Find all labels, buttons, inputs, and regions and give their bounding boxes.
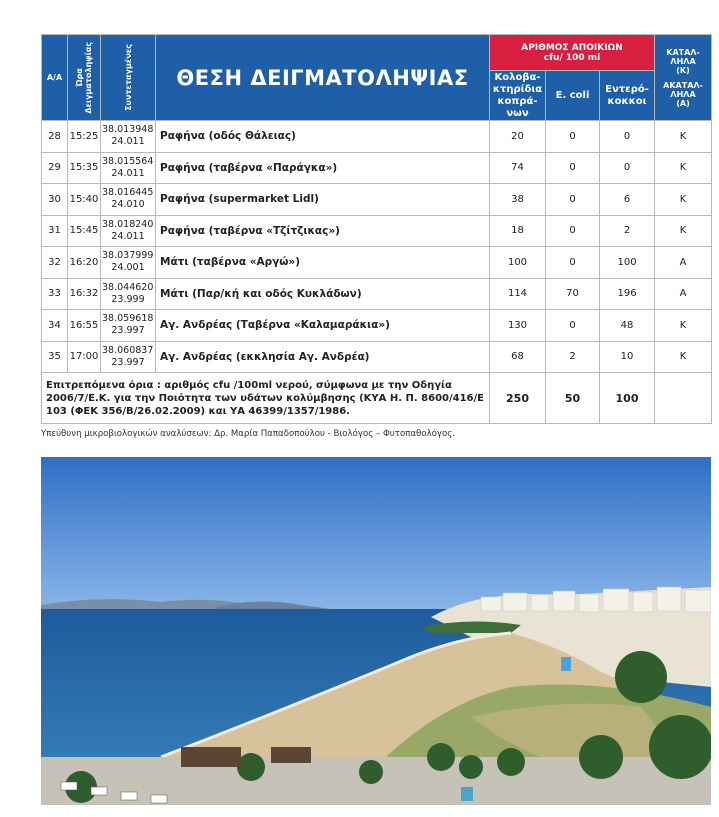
row-status: Κ <box>655 152 712 184</box>
row-aa: 35 <box>42 341 68 373</box>
limit-empty <box>655 373 712 424</box>
row-coords <box>101 341 156 373</box>
row-entero: 0 <box>600 152 655 184</box>
row-ecoli: 0 <box>546 152 600 184</box>
row-time: 15:40 <box>68 184 101 216</box>
table-row <box>42 184 712 216</box>
header-coords <box>101 35 156 121</box>
row-status: Κ <box>655 310 712 342</box>
table-row <box>42 121 712 153</box>
row-time: 16:20 <box>68 247 101 279</box>
row-lon: 23.997 <box>111 325 145 337</box>
row-location: Ραφήνα (ταβέρνα «Τζίτζικας») <box>156 215 490 247</box>
row-time: 17:00 <box>68 341 101 373</box>
row-coords <box>101 278 156 310</box>
header-unit: cfu/ 100 ml <box>543 52 601 63</box>
row-coords <box>101 121 156 153</box>
row-lon: 24.010 <box>111 199 145 211</box>
row-coords <box>101 310 156 342</box>
row-lat: 38.018240 <box>102 218 154 230</box>
row-entero: 2 <box>600 215 655 247</box>
row-coliform: 74 <box>490 152 546 184</box>
credit-text: Υπεύθυνη μικροβιολογικών αναλύσεων: Δρ. Μαρία Παπαδοπούλου - Βιολόγος – Φυτοπαθολόγος. <box>41 429 456 439</box>
row-coliform: 68 <box>490 341 546 373</box>
row-lon: 24.011 <box>111 230 145 242</box>
row-coords <box>101 247 156 279</box>
table-body <box>42 121 712 373</box>
limits-text: Επιτρεπόμενα όρια : αριθμός cfu /100ml νερού, σύμφωνα με την Οδηγία 2006/7/Ε.Κ. για την Ποιότητα των υδάτων κολύμβησης (ΚΥΑ Η. Π. 8600/416/Ε 103 (ΦΕΚ 356/Β/26.02.2009) και ΥΑ 46399/1357/1986. <box>42 373 490 424</box>
row-coords <box>101 184 156 216</box>
table-row <box>42 152 712 184</box>
row-lon: 23.999 <box>111 293 145 305</box>
row-entero: 0 <box>600 121 655 153</box>
row-status: Α <box>655 278 712 310</box>
row-entero: 100 <box>600 247 655 279</box>
row-coliform: 130 <box>490 310 546 342</box>
header-unsuitable: ΑΚΑΤΑΛ- ΛΗΛΑ (Α) <box>663 80 703 108</box>
header-title: ΘΕΣΗ ΔΕΙΓΜΑΤΟΛΗΨΙΑΣ <box>156 35 490 121</box>
row-lat: 38.059618 <box>102 313 154 325</box>
row-status: Α <box>655 247 712 279</box>
row-lon: 24.011 <box>111 136 145 148</box>
row-lat: 38.015564 <box>102 155 154 167</box>
header-aa: Α/Α <box>42 35 68 121</box>
row-coliform: 38 <box>490 184 546 216</box>
row-aa: 29 <box>42 152 68 184</box>
row-location: Μάτι (ταβέρνα «Αργώ») <box>156 247 490 279</box>
results-table <box>41 34 712 424</box>
row-coliform: 20 <box>490 121 546 153</box>
row-status: Κ <box>655 341 712 373</box>
row-time: 16:32 <box>68 278 101 310</box>
row-ecoli: 70 <box>546 278 600 310</box>
header-time <box>68 35 101 121</box>
header-suitable: ΚΑΤΑΛ- ΛΗΛΑ (Κ) <box>666 47 700 75</box>
row-ecoli: 0 <box>546 310 600 342</box>
row-ecoli: 0 <box>546 121 600 153</box>
row-ecoli: 0 <box>546 215 600 247</box>
header-time-label: Ώρα Δειγματοληψίας <box>75 41 93 114</box>
header-coliform: Κολοβα- κτηρίδια κοπρά- νων <box>490 71 546 121</box>
row-coords <box>101 152 156 184</box>
table-row <box>42 278 712 310</box>
limit-ecoli: 50 <box>546 373 600 424</box>
row-ecoli: 0 <box>546 184 600 216</box>
row-location: Αγ. Ανδρέας (εκκλησία Αγ. Ανδρέα) <box>156 341 490 373</box>
table-row <box>42 247 712 279</box>
row-lon: 23.997 <box>111 356 145 368</box>
row-coords <box>101 215 156 247</box>
row-entero: 196 <box>600 278 655 310</box>
row-entero: 10 <box>600 341 655 373</box>
header-colonies-label: ΑΡΙΘΜΟΣ ΑΠΟΙΚΙΩΝ <box>521 42 623 53</box>
row-aa: 31 <box>42 215 68 247</box>
row-entero: 48 <box>600 310 655 342</box>
row-time: 15:25 <box>68 121 101 153</box>
row-ecoli: 0 <box>546 247 600 279</box>
row-lat: 38.016445 <box>102 187 154 199</box>
header-coords-label: Συντεταγμένες <box>123 44 133 111</box>
row-status: Κ <box>655 121 712 153</box>
row-lon: 24.011 <box>111 167 145 179</box>
row-aa: 28 <box>42 121 68 153</box>
table-row <box>42 341 712 373</box>
row-lat: 38.060837 <box>102 344 154 356</box>
limit-coliform: 250 <box>490 373 546 424</box>
row-time: 15:45 <box>68 215 101 247</box>
table-row <box>42 310 712 342</box>
row-coliform: 114 <box>490 278 546 310</box>
row-location: Ραφήνα (supermarket Lidl) <box>156 184 490 216</box>
row-coliform: 100 <box>490 247 546 279</box>
row-status: Κ <box>655 184 712 216</box>
beach-photo <box>41 457 711 805</box>
beach-photo-image <box>41 457 711 805</box>
header-entero: Εντερό- κοκκοι <box>600 71 655 121</box>
table-row <box>42 215 712 247</box>
header-ecoli: E. coli <box>546 71 600 121</box>
limits-row <box>42 373 712 424</box>
row-aa: 33 <box>42 278 68 310</box>
row-time: 16:55 <box>68 310 101 342</box>
row-lat: 38.013948 <box>102 124 154 136</box>
row-aa: 34 <box>42 310 68 342</box>
row-aa: 32 <box>42 247 68 279</box>
row-ecoli: 2 <box>546 341 600 373</box>
row-lat: 38.037999 <box>102 250 154 262</box>
row-aa: 30 <box>42 184 68 216</box>
limit-entero: 100 <box>600 373 655 424</box>
row-status: Κ <box>655 215 712 247</box>
row-lat: 38.044620 <box>102 281 154 293</box>
row-location: Ραφήνα (οδός Θάλειας) <box>156 121 490 153</box>
row-location: Ραφήνα (ταβέρνα «Παράγκα») <box>156 152 490 184</box>
header-colonies <box>490 35 655 71</box>
row-coliform: 18 <box>490 215 546 247</box>
row-location: Μάτι (Παρ/κή και οδός Κυκλάδων) <box>156 278 490 310</box>
row-time: 15:35 <box>68 152 101 184</box>
row-location: Αγ. Ανδρέας (Ταβέρνα «Καλαμαράκια») <box>156 310 490 342</box>
row-lon: 24.001 <box>111 262 145 274</box>
row-entero: 6 <box>600 184 655 216</box>
header-category <box>655 35 712 121</box>
